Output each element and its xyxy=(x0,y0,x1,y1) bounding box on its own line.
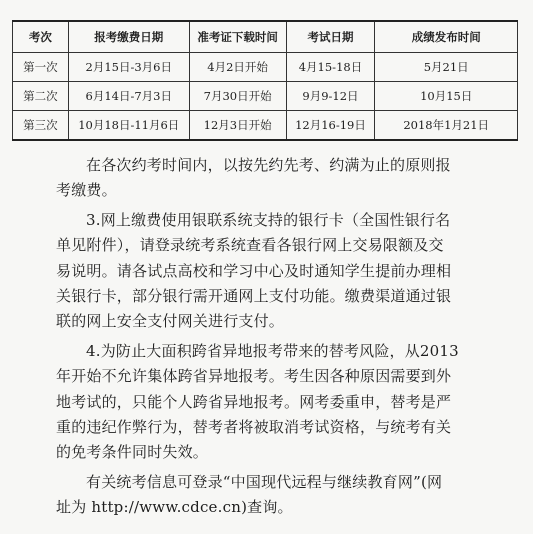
table-row xyxy=(13,53,518,82)
table-cell: 7月30日开始 xyxy=(189,82,286,111)
table-cell: 4月15-18日 xyxy=(286,53,375,82)
exam-schedule-table xyxy=(12,20,518,141)
text-line: 年开始不允许集体跨省异地报考。考生因各种原因需要到外 xyxy=(56,367,452,386)
table-cell: 第二次 xyxy=(13,82,69,111)
header-results-release: 成绩发布时间 xyxy=(375,21,518,53)
header-exam-dates: 考试日期 xyxy=(286,21,375,53)
text-line: 的免考条件同时失效。 xyxy=(56,443,209,462)
text-line: 关银行卡，部分银行需开通网上支付功能。缴费渠道通过银 xyxy=(56,287,452,306)
header-registration-dates: 报考缴费日期 xyxy=(68,21,189,53)
body-text xyxy=(56,153,504,521)
table-cell: 10月15日 xyxy=(375,82,518,111)
paragraph-registration-principle xyxy=(56,153,504,204)
text-line: 4.为防止大面积跨省异地报考带来的替考风险，从2013 xyxy=(86,341,459,360)
table-cell: 4月2日开始 xyxy=(189,53,286,82)
paragraph-more-info xyxy=(56,470,504,521)
text-line: 考缴费。 xyxy=(56,181,117,200)
table-cell: 2018年1月21日 xyxy=(375,111,518,141)
table-cell: 12月16-19日 xyxy=(286,111,375,141)
table-cell: 6月14日-7月3日 xyxy=(68,82,189,111)
header-admission-ticket-download: 准考证下载时间 xyxy=(189,21,286,53)
text-line: 3.网上缴费使用银联系统支持的银行卡（全国性银行名 xyxy=(86,210,451,229)
table-cell: 5月21日 xyxy=(375,53,518,82)
table-cell: 10月18日-11月6日 xyxy=(68,111,189,141)
table-header-row xyxy=(13,21,518,53)
paragraph-cross-province-exams xyxy=(56,339,504,466)
text-line: 单见附件），请登录统考系统查看各银行网上交易限额及交 xyxy=(56,236,444,255)
table-cell: 12月3日开始 xyxy=(189,111,286,141)
paragraph-online-payment xyxy=(56,208,504,335)
text-line: 联的网上安全支付网关进行支付。 xyxy=(56,312,285,331)
table-row xyxy=(13,82,518,111)
text-line: 重的违纪作弊行为，替考者将被取消考试资格，与统考有关 xyxy=(56,418,452,437)
header-exam-round: 考次 xyxy=(13,21,69,53)
table-cell: 2月15日-3月6日 xyxy=(68,53,189,82)
text-line: 地考试的，只能个人跨省异地报考。网考委重申，替考是严 xyxy=(56,392,452,411)
table-cell: 9月9-12日 xyxy=(286,82,375,111)
text-line: 址为 http://www.cdce.cn)查询。 xyxy=(56,498,293,517)
table-cell: 第一次 xyxy=(13,53,69,82)
table-cell: 第三次 xyxy=(13,111,69,141)
text-line: 有关统考信息可登录“中国现代远程与继续教育网”(网 xyxy=(86,472,443,491)
table-row xyxy=(13,111,518,141)
text-line: 易说明。请各试点高校和学习中心及时通知学生提前办理相 xyxy=(56,261,452,280)
text-line: 在各次约考时间内，以按先约先考、约满为止的原则报 xyxy=(86,156,451,174)
